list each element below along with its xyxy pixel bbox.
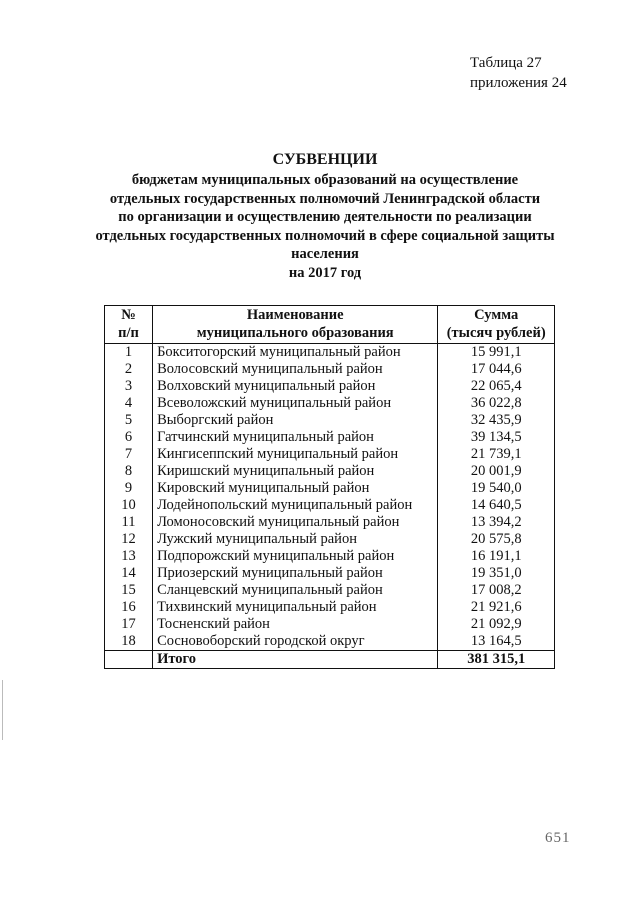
row-number: 12 (105, 531, 153, 548)
row-number: 1 (105, 344, 153, 362)
amount: 20 575,8 (438, 531, 555, 548)
amount: 36 022,8 (438, 395, 555, 412)
municipality-name: Тихвинский муниципальный район (153, 599, 438, 616)
row-number: 3 (105, 378, 153, 395)
title-line-2: отдельных государственных полномочий Ленинградской области (109, 190, 541, 207)
amount: 21 921,6 (438, 599, 555, 616)
document-title (70, 150, 580, 282)
municipality-name: Бокситогорский муниципальный район (153, 344, 438, 362)
municipality-name: Приозерский муниципальный район (153, 565, 438, 582)
municipality-name: Лужский муниципальный район (153, 531, 438, 548)
row-number: 11 (105, 514, 153, 531)
amount: 13 394,2 (438, 514, 555, 531)
table-row (105, 361, 555, 378)
amount: 15 991,1 (438, 344, 555, 362)
header-name (153, 306, 438, 344)
header-number-line-1: № (121, 307, 136, 323)
table-row (105, 395, 555, 412)
header-number (105, 306, 153, 344)
title-line-1: бюджетам муниципальных образований на осуществление (131, 172, 519, 188)
table-number: Таблица 27 (470, 55, 542, 71)
municipality-name: Лодейнопольский муниципальный район (153, 497, 438, 514)
table-row (105, 344, 555, 362)
row-number: 5 (105, 412, 153, 429)
table-row (105, 497, 555, 514)
table-row (105, 412, 555, 429)
row-number: 13 (105, 548, 153, 565)
row-number: 9 (105, 480, 153, 497)
total-row (105, 651, 555, 669)
municipality-name: Всеволожский муниципальный район (153, 395, 438, 412)
header-sum-line-1: Сумма (474, 307, 519, 323)
appendix-number: приложения 24 (470, 75, 567, 91)
table-row (105, 378, 555, 395)
municipality-name: Киришский муниципальный район (153, 463, 438, 480)
header-sum-line-2: (тысяч рублей) (446, 324, 546, 341)
title-line-6: на 2017 год (288, 264, 362, 281)
table-row (105, 633, 555, 651)
table-row (105, 616, 555, 633)
title-line-5: населения (291, 246, 359, 262)
table-body (105, 344, 555, 669)
header-name-line-2: муниципального образования (196, 324, 394, 341)
subvention-table (104, 305, 555, 669)
row-number: 6 (105, 429, 153, 446)
row-number: 15 (105, 582, 153, 599)
row-number: 18 (105, 633, 153, 651)
amount: 17 008,2 (438, 582, 555, 599)
amount: 17 044,6 (438, 361, 555, 378)
municipality-name: Тосненский район (153, 616, 438, 633)
total-amount: 381 315,1 (438, 651, 555, 669)
header-sum (438, 306, 555, 344)
amount: 19 351,0 (438, 565, 555, 582)
table-row (105, 480, 555, 497)
title-line-3: по организации и осуществлению деятельности по реализации (118, 209, 532, 225)
table-row (105, 514, 555, 531)
page-number: 651 (545, 830, 571, 846)
municipality-name: Сосновоборский городской округ (153, 633, 438, 651)
amount: 19 540,0 (438, 480, 555, 497)
municipality-name: Гатчинский муниципальный район (153, 429, 438, 446)
amount: 21 092,9 (438, 616, 555, 633)
municipality-name: Волховский муниципальный район (153, 378, 438, 395)
municipality-name: Сланцевский муниципальный район (153, 582, 438, 599)
table-row (105, 582, 555, 599)
row-number: 14 (105, 565, 153, 582)
amount: 20 001,9 (438, 463, 555, 480)
amount: 32 435,9 (438, 412, 555, 429)
scan-edge-mark (2, 680, 3, 740)
table-row (105, 463, 555, 480)
table-reference (470, 53, 600, 93)
table-row (105, 599, 555, 616)
table-row (105, 565, 555, 582)
row-number: 4 (105, 395, 153, 412)
table-row (105, 531, 555, 548)
row-number: 10 (105, 497, 153, 514)
header-row (105, 306, 555, 344)
title-line-4: отдельных государственных полномочий в сфере социальной защиты (95, 227, 555, 244)
amount: 22 065,4 (438, 378, 555, 395)
table-header (105, 306, 555, 344)
header-name-line-1: Наименование (246, 307, 344, 323)
amount: 13 164,5 (438, 633, 555, 651)
municipality-name: Подпорожский муниципальный район (153, 548, 438, 565)
amount: 16 191,1 (438, 548, 555, 565)
header-number-line-2: п/п (118, 324, 139, 341)
amount: 14 640,5 (438, 497, 555, 514)
municipality-name: Ломоносовский муниципальный район (153, 514, 438, 531)
municipality-name: Кировский муниципальный район (153, 480, 438, 497)
row-number: 7 (105, 446, 153, 463)
title-main: СУБВЕНЦИИ (272, 151, 378, 168)
amount: 39 134,5 (438, 429, 555, 446)
row-number: 2 (105, 361, 153, 378)
total-number-empty (105, 651, 153, 669)
row-number: 8 (105, 463, 153, 480)
municipality-name: Кингисеппский муниципальный район (153, 446, 438, 463)
row-number: 16 (105, 599, 153, 616)
municipality-name: Выборгский район (153, 412, 438, 429)
table-row (105, 429, 555, 446)
amount: 21 739,1 (438, 446, 555, 463)
row-number: 17 (105, 616, 153, 633)
table-row (105, 548, 555, 565)
table-row (105, 446, 555, 463)
municipality-name: Волосовский муниципальный район (153, 361, 438, 378)
total-label: Итого (153, 651, 438, 669)
